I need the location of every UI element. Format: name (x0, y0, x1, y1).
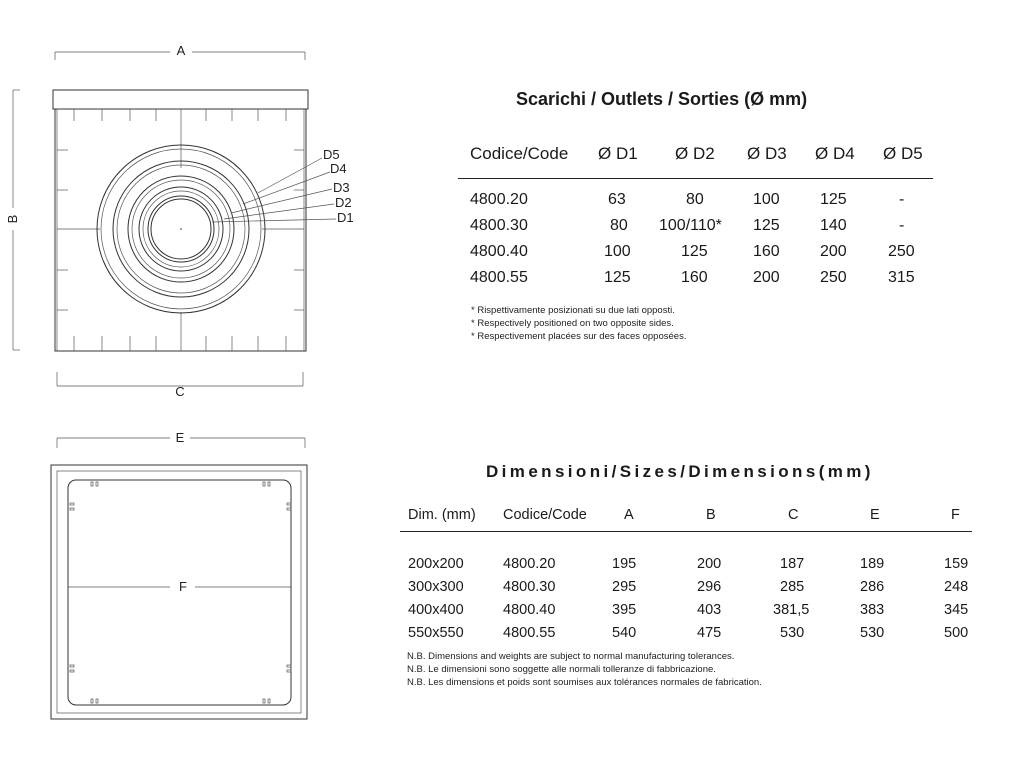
sizes-notes (407, 650, 762, 689)
cell-a: 540 (612, 625, 637, 641)
cell-d4: 250 (820, 269, 847, 286)
cell-d3: 200 (753, 269, 780, 286)
outlets-header-code: Codice/Code (470, 144, 569, 163)
sizes-header-a: A (624, 507, 634, 523)
label-d5: D5 (323, 147, 340, 162)
cover-view (51, 465, 307, 719)
cell-d3: 160 (753, 243, 780, 260)
cell-c: 530 (780, 625, 805, 641)
outlets-header-d5: Ø D5 (883, 144, 923, 163)
table-row (458, 191, 933, 217)
dimension-c (57, 372, 303, 399)
outlets-header-d1: Ø D1 (598, 144, 638, 163)
label-c: C (175, 384, 185, 399)
sizes-note: N.B. Le dimensioni sono soggette alle normali tolleranze di fabbricazione. (407, 664, 716, 675)
dimension-e (57, 430, 305, 448)
cell-d2: 80 (686, 191, 704, 208)
table-row (400, 556, 972, 579)
cell-b: 200 (697, 556, 722, 572)
sizes-header-code: Codice/Code (503, 507, 587, 523)
table-row (400, 625, 972, 648)
cell-d4: 200 (820, 243, 847, 260)
cell-f: 345 (944, 602, 969, 618)
cell-code: 4800.20 (470, 191, 528, 208)
cell-code: 4800.55 (503, 625, 556, 641)
outlets-header-d2: Ø D2 (675, 144, 715, 163)
label-d3: D3 (333, 180, 350, 195)
cell-d1: 125 (604, 269, 631, 286)
cell-e: 286 (860, 579, 885, 595)
outlets-note: * Respectivement placées sur des faces opposées. (471, 331, 687, 342)
sizes-table (400, 505, 972, 648)
cell-code: 4800.30 (470, 217, 528, 234)
cell-c: 381,5 (773, 602, 810, 618)
cell-d5: 250 (888, 243, 915, 260)
cell-dim: 550x550 (408, 625, 464, 641)
cell-code: 4800.40 (503, 602, 556, 618)
sizes-header-row (400, 505, 972, 532)
sizes-note: N.B. Les dimensions et poids sont soumises aux tolérances normales de fabrication. (407, 677, 762, 688)
sizes-note: N.B. Dimensions and weights are subject to normal manufacturing tolerances. (407, 651, 735, 662)
outlets-note: * Rispettivamente posizionati su due lati opposti. (471, 305, 675, 316)
label-d4: D4 (330, 161, 347, 176)
outlets-note: * Respectively positioned on two opposite sides. (471, 318, 674, 329)
sizes-header-c: C (788, 507, 799, 523)
cell-d4: 140 (820, 217, 847, 234)
cell-b: 475 (697, 625, 722, 641)
dimension-a (55, 43, 305, 60)
cell-f: 248 (944, 579, 969, 595)
cell-e: 189 (860, 556, 885, 572)
cell-d1: 63 (608, 191, 626, 208)
cell-dim: 200x200 (408, 556, 464, 572)
cell-f: 500 (944, 625, 969, 641)
cell-b: 296 (697, 579, 722, 595)
cell-d5: - (899, 217, 905, 234)
cell-f: 159 (944, 556, 969, 572)
cell-a: 295 (612, 579, 637, 595)
label-d1: D1 (337, 210, 354, 225)
cell-d5: - (899, 191, 905, 208)
cell-code: 4800.55 (470, 269, 528, 286)
label-a: A (176, 43, 186, 58)
cell-e: 530 (860, 625, 885, 641)
table-row (400, 579, 972, 602)
cell-code: 4800.40 (470, 243, 528, 260)
cell-d2: 125 (681, 243, 708, 260)
cell-c: 187 (780, 556, 805, 572)
top-view (53, 90, 354, 351)
sizes-title: Dimensioni/Sizes/Dimensions(mm) (486, 462, 874, 481)
cell-d1: 100 (604, 243, 631, 260)
cell-d3: 100 (753, 191, 780, 208)
outlets-header-d3: Ø D3 (747, 144, 787, 163)
cell-d4: 125 (820, 191, 847, 208)
cell-b: 403 (697, 602, 722, 618)
sizes-header-e: E (870, 507, 880, 523)
table-row (458, 269, 933, 295)
cell-d2: 100/110* (659, 217, 722, 234)
cell-a: 195 (612, 556, 637, 572)
sizes-header-dim: Dim. (mm) (408, 507, 476, 523)
outlets-table (458, 140, 933, 295)
cell-d2: 160 (681, 269, 708, 286)
outlets-header-d4: Ø D4 (815, 144, 855, 163)
cell-dim: 300x300 (408, 579, 464, 595)
outlets-title: Scarichi / Outlets / Sorties (Ø mm) (516, 89, 808, 109)
label-f: F (179, 579, 187, 594)
outlets-header-row (458, 140, 933, 179)
table-row (458, 243, 933, 269)
cell-code: 4800.30 (503, 579, 556, 595)
label-e: E (175, 430, 185, 445)
cell-d1: 80 (610, 217, 628, 234)
cell-d5: 315 (888, 269, 915, 286)
cell-d3: 125 (753, 217, 780, 234)
table-row (400, 602, 972, 625)
sizes-header-f: F (951, 507, 960, 523)
sizes-header-b: B (706, 507, 716, 523)
cell-c: 285 (780, 579, 805, 595)
cell-dim: 400x400 (408, 602, 464, 618)
cell-code: 4800.20 (503, 556, 556, 572)
dimension-b (5, 90, 20, 350)
label-b: B (5, 214, 20, 224)
outlets-notes (471, 304, 686, 343)
cell-e: 383 (860, 602, 885, 618)
table-row (458, 217, 933, 243)
label-d2: D2 (335, 195, 352, 210)
cell-a: 395 (612, 602, 637, 618)
